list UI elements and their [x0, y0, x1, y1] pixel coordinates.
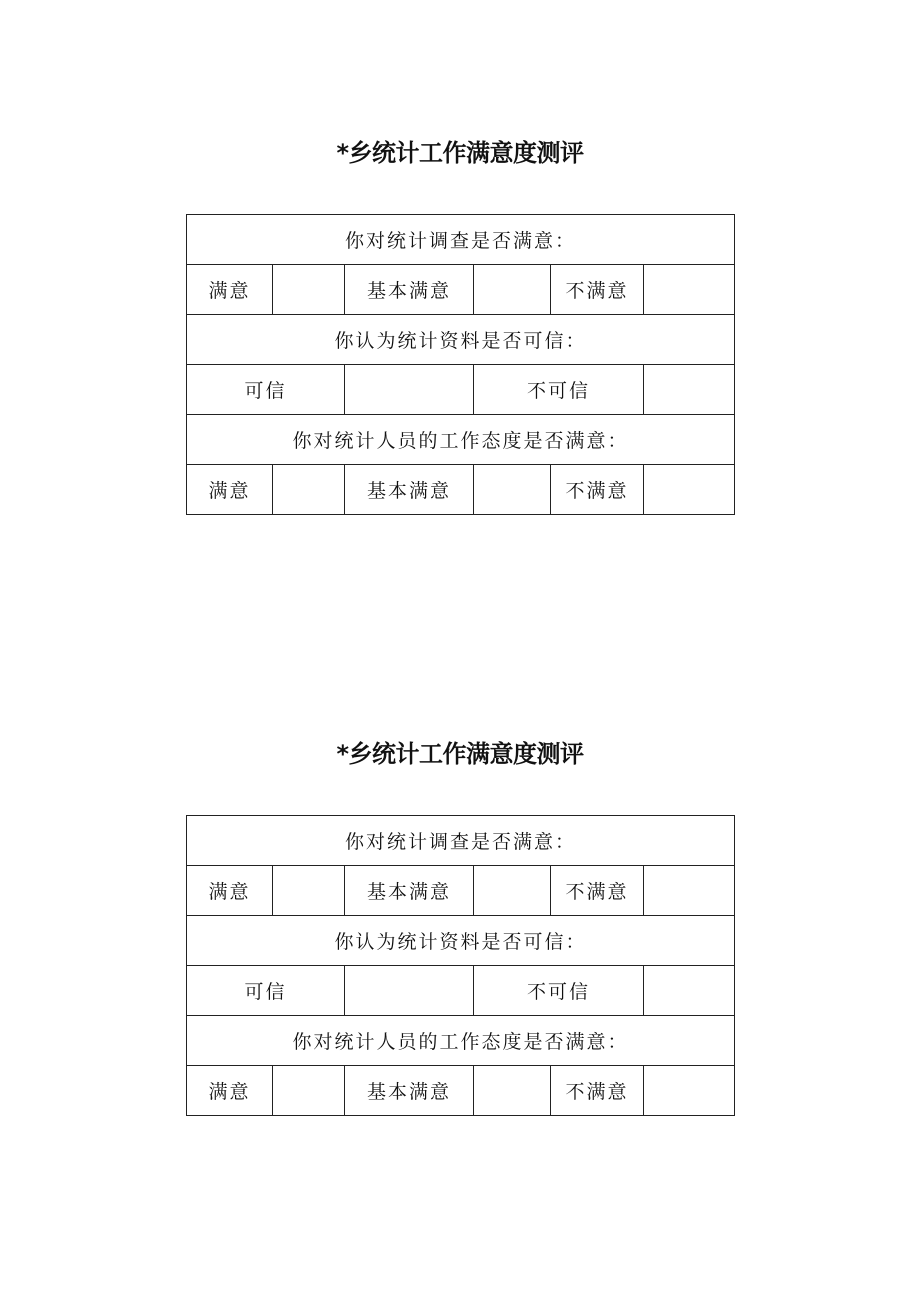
option-label-not-credible: 不可信: [474, 365, 644, 415]
question-row: [187, 916, 735, 966]
option-label-not-credible: 不可信: [474, 966, 644, 1016]
question-row: [187, 215, 735, 265]
option-label-basically-satisfied: 基本满意: [345, 1066, 474, 1116]
options-row: [187, 1066, 735, 1116]
option-label-credible: 可信: [187, 966, 345, 1016]
question-row: [187, 315, 735, 365]
options-row: [187, 966, 735, 1016]
option-label-unsatisfied: 不满意: [551, 265, 644, 315]
options-row: [187, 465, 735, 515]
question-row: [187, 816, 735, 866]
checkbox-cell-basically-satisfied[interactable]: [474, 866, 551, 916]
option-label-unsatisfied: 不满意: [551, 465, 644, 515]
options-row: [187, 365, 735, 415]
form-title: *乡统计工作满意度测评: [336, 740, 584, 768]
checkbox-cell-credible[interactable]: [345, 365, 474, 415]
checkbox-cell-satisfied[interactable]: [273, 465, 345, 515]
question-staff-attitude: 你对统计人员的工作态度是否满意：: [187, 1016, 735, 1066]
checkbox-cell-satisfied[interactable]: [273, 1066, 345, 1116]
option-label-satisfied: 满意: [187, 866, 273, 916]
checkbox-cell-basically-satisfied[interactable]: [474, 265, 551, 315]
option-label-unsatisfied: 不满意: [551, 866, 644, 916]
checkbox-cell-basically-satisfied[interactable]: [474, 1066, 551, 1116]
option-label-satisfied: 满意: [187, 1066, 273, 1116]
question-data-credibility: 你认为统计资料是否可信：: [187, 916, 735, 966]
option-label-satisfied: 满意: [187, 265, 273, 315]
checkbox-cell-unsatisfied[interactable]: [644, 866, 735, 916]
question-satisfaction-survey: 你对统计调查是否满意：: [187, 816, 735, 866]
options-row: [187, 866, 735, 916]
checkbox-cell-not-credible[interactable]: [644, 966, 735, 1016]
checkbox-cell-basically-satisfied[interactable]: [474, 465, 551, 515]
checkbox-cell-satisfied[interactable]: [273, 265, 345, 315]
option-label-basically-satisfied: 基本满意: [345, 866, 474, 916]
checkbox-cell-unsatisfied[interactable]: [644, 1066, 735, 1116]
option-label-basically-satisfied: 基本满意: [345, 265, 474, 315]
checkbox-cell-satisfied[interactable]: [273, 866, 345, 916]
checkbox-cell-unsatisfied[interactable]: [644, 265, 735, 315]
question-data-credibility: 你认为统计资料是否可信：: [187, 315, 735, 365]
question-satisfaction-survey: 你对统计调查是否满意：: [187, 215, 735, 265]
question-row: [187, 1016, 735, 1066]
option-label-satisfied: 满意: [187, 465, 273, 515]
option-label-basically-satisfied: 基本满意: [345, 465, 474, 515]
checkbox-cell-credible[interactable]: [345, 966, 474, 1016]
form-title: *乡统计工作满意度测评: [336, 139, 584, 167]
survey-table: [186, 214, 735, 515]
checkbox-cell-not-credible[interactable]: [644, 365, 735, 415]
question-staff-attitude: 你对统计人员的工作态度是否满意：: [187, 415, 735, 465]
survey-table: [186, 815, 735, 1116]
option-label-unsatisfied: 不满意: [551, 1066, 644, 1116]
option-label-credible: 可信: [187, 365, 345, 415]
checkbox-cell-unsatisfied[interactable]: [644, 465, 735, 515]
question-row: [187, 415, 735, 465]
options-row: [187, 265, 735, 315]
